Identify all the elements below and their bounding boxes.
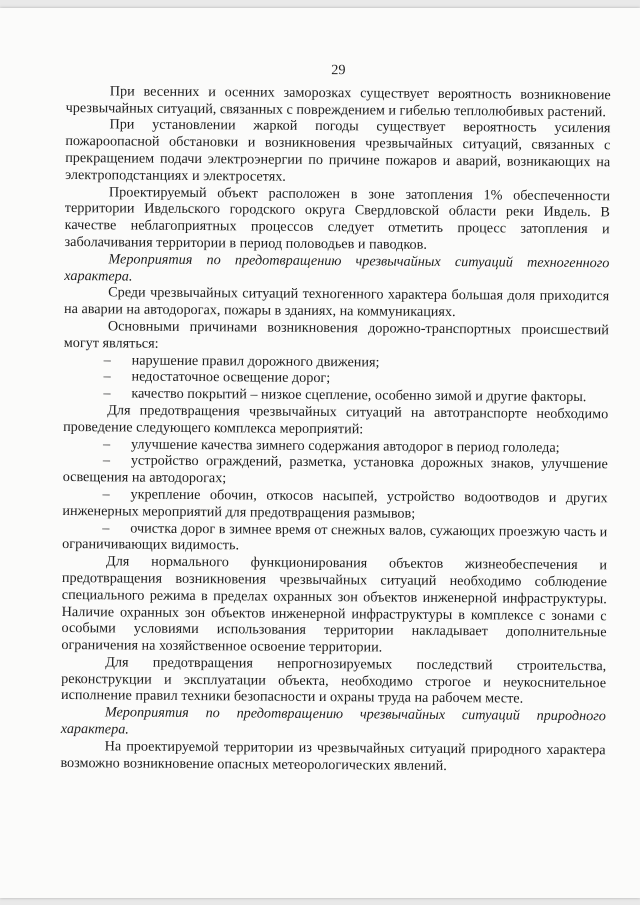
dash-bullet: –	[102, 486, 110, 503]
page-content	[60, 60, 611, 776]
paragraph-meteorological: На проектируемой территории из чрезвычайных ситуаций природного характера возможно возникновение опасных метеорологических явлений.	[60, 738, 606, 774]
list-item-text: очистка дорог в зимнее время от снежных валов, сужающих проезжую часть и ограничивающих видимость.	[62, 520, 608, 554]
dash-bullet: –	[103, 368, 111, 385]
list-item-text: нарушение правил дорожного движения;	[131, 352, 380, 371]
list-item-text: устройство ограждений, разметка, установка дорожных знаков, улучшение освещения на автодорогах;	[62, 452, 608, 487]
dash-bullet: –	[102, 452, 111, 469]
list-item	[63, 452, 608, 490]
list-item-text: укрепление обочин, откосов насыпей, устройство водоотводов и других инженерных мероприятий для предотвращения размывов;	[62, 486, 608, 522]
list-item	[62, 486, 607, 524]
paragraph-accident-causes: Основными причинами возникновения дорожно-транспортных происшествий могут являться:	[63, 318, 609, 352]
paragraph-protection-zones: Для нормального функционирования объектов жизнеобеспечения и предотвращения возникновения чрезвычайных ситуаций необходимо соблюдение специального режима в пределах охранных зон объектов инженерной инфраструктуры. Наличие охранных зон объектов инженерной инфраструктуры в комплексе с зонами с особыми условиями использования территории накладывает дополнительные ограничения на хозяйственное освоение территории.	[61, 553, 608, 656]
dash-bullet: –	[103, 385, 111, 402]
dash-bullet: –	[102, 435, 111, 452]
document-page	[0, 8, 640, 898]
dash-bullet: –	[102, 519, 110, 536]
paragraph-flood-zone: Проектируемый объект расположен в зоне затопления 1% обеспеченности территории Ивдельского городского округа Свердловской области реки Ивдель. В качестве неблагоприятных процессов следует отметить процесс затопления и заболачивания территории в период половодьев и паводков.	[64, 183, 611, 253]
page-number: 29	[331, 62, 346, 79]
paragraph-safety-rules: Для предотвращения непрогнозируемых последствий строительства, реконструкции и эксплуатации объекта, необходимо строгое и неукоснительное исполнение правил техники безопасности и охраны труда на рабочем месте.	[60, 654, 607, 708]
paragraph-technogenic-share: Среди чрезвычайных ситуаций техногенного характера большая доля приходится на аварии на автодорогах, пожары в зданиях, на коммуникациях.	[63, 284, 610, 321]
heading-natural-measures: Мероприятия по предотвращению чрезвычайных ситуаций природного характера.	[60, 704, 606, 738]
list-item-text: улучшение качества зимнего содержания автодорог в период гололеда;	[130, 436, 560, 456]
paragraph-transport-measures: Для предотвращения чрезвычайных ситуаций на автотранспорте необходимо проведение следующего комплекса мероприятий:	[63, 402, 609, 438]
paragraph-frost: При весенних и осенних заморозках существует вероятность возникновение чрезвычайных ситуаций, связанных с повреждением и гибелью теплолюбивых растений.	[65, 83, 611, 120]
list-item	[62, 520, 607, 558]
heading-technogenic-measures: Мероприятия по предотвращению чрезвычайных ситуаций техногенного характера.	[64, 251, 610, 285]
list-item-text: качество покрытий – низкое сцепление, особенно зимой и другие факторы.	[131, 385, 587, 406]
dash-bullet: –	[103, 351, 111, 368]
list-item-text: недостаточное освещение дорог;	[131, 368, 331, 387]
paragraph-heat: При установлении жаркой погоды существует вероятность усиления пожароопасной обстановки и возникновения чрезвычайных ситуаций, связанных с прекращением подачи электроэнергии по причине пожаров и аварий, возникающих на электроподстанциях и электросетях.	[65, 116, 611, 185]
